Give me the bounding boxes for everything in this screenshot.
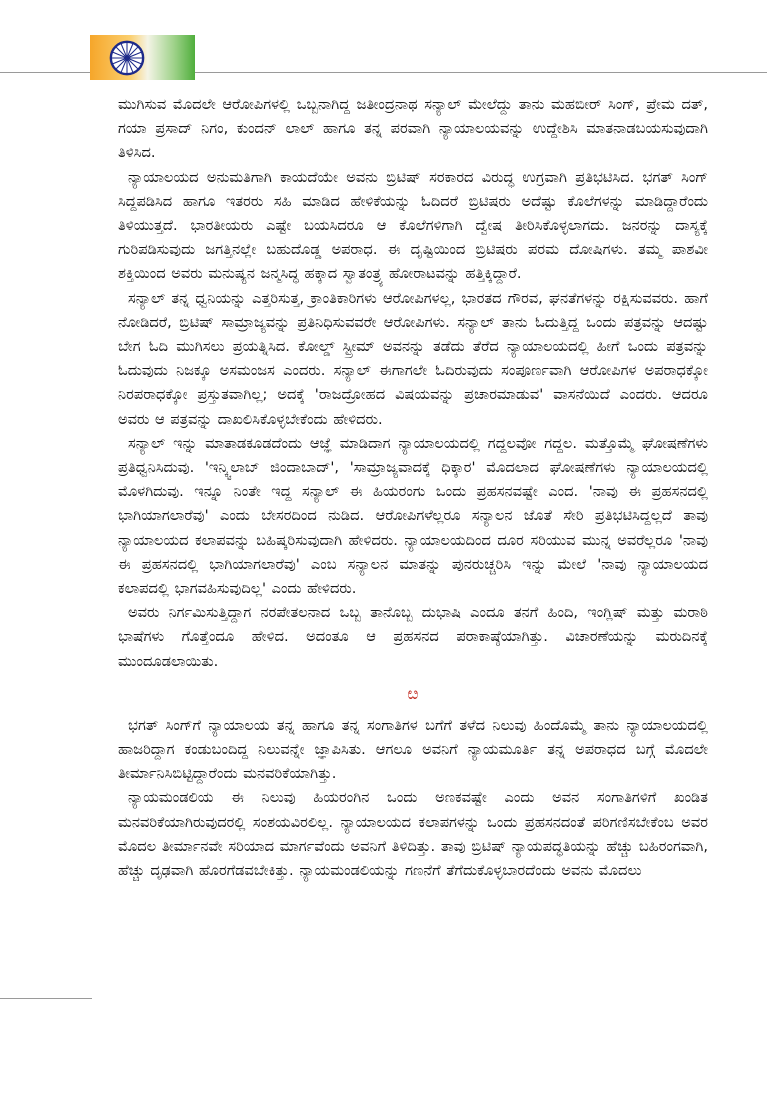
paragraph-6: ಭಗತ್ ಸಿಂಗ್‌ಗೆ ನ್ಯಾಯಾಲಯ ತನ್ನ ಹಾಗೂ ತನ್ನ ಸಂಗಾತಿಗಳ ಬಗೆಗೆ ತಳೆದ ನಿಲುವು ಹಿಂದೊಮ್ಮೆ ತಾನು ನ್ಯಾಯಾಲಯದಲ್ಲಿ ಹಾಜರಿದ್ದಾಗ ಕಂಡುಬಂದಿದ್ದ ನಿಲುವನ್ನೇ ಜ್ಞಾಪಿಸಿತು. ಆಗಲೂ ಅವನಿಗೆ ನ್ಯಾಯಮೂರ್ತಿ ತನ್ನ ಅಪರಾಧದ ಬಗ್ಗೆ ಮೊದಲೇ ತೀರ್ಮಾನಿಸಿಬಿಟ್ಟಿದ್ದಾರೆಂದು ಮನವರಿಕೆಯಾಗಿತ್ತು. <box>118 716 708 783</box>
paragraph-2: ನ್ಯಾಯಾಲಯದ ಅನುಮತಿಗಾಗಿ ಕಾಯದೆಯೇ ಅವನು ಬ್ರಿಟಿಷ್ ಸರಕಾರದ ವಿರುದ್ಧ ಉಗ್ರವಾಗಿ ಪ್ರತಿಭಟಿಸಿದ. ಭಗತ್ ಸಿಂಗ್ ಸಿದ್ದಪಡಿಸಿದ ಹಾಗೂ ಇತರರು ಸಹಿ ಮಾಡಿದ ಹೇಳಿಕೆಯನ್ನು ಓದಿದರೆ ಬ್ರಿಟಿಷರು ಅದೆಷ್ಟು ಕೊಲೆಗಳನ್ನು ಮಾಡಿದ್ದಾರೆಂದು ತಿಳಿಯುತ್ತದೆ. ಭಾರತೀಯರು ಎಷ್ಟೇ ಬಯಸಿದರೂ ಆ ಕೊಲೆಗಳಿಗಾಗಿ ದ್ವೇಷ ತೀರಿಸಿಕೊಳ್ಳಲಾಗದು. ಜನರನ್ನು ದಾಸ್ಯಕ್ಕೆ ಗುರಿಪಡಿಸುವುದು ಜಗತ್ತಿನಲ್ಲೇ ಬಹುದೊಡ್ಡ ಅಪರಾಧ. ಈ ದೃಷ್ಟಿಯಿಂದ ಬ್ರಿಟಿಷರು ಪರಮ ದೋಷಿಗಳು. ತಮ್ಮ ಪಾಶವೀ ಶಕ್ತಿಯಿಂದ ಅವರು ಮನುಷ್ಯನ ಜನ್ಮಸಿದ್ಧ ಹಕ್ಕಾದ ಸ್ವಾತಂತ್ರ್ಯ ಹೋರಾಟವನ್ನು ಹತ್ತಿಕ್ಕಿದ್ದಾರೆ. <box>118 168 708 283</box>
footer-side-rule <box>0 998 92 999</box>
paragraph-7: ನ್ಯಾಯಮಂಡಲಿಯ ಈ ನಿಲುವು ಹಿಯರಂಗಿನ ಒಂದು ಅಣಕವಷ್ಟೇ ಎಂದು ಅವನ ಸಂಗಾತಿಗಳಿಗೆ ಖಂಡಿತ ಮನವರಿಕೆಯಾಗಿರುವುದರಲ್ಲಿ ಸಂಶಯವಿರಲಿಲ್ಲ. ನ್ಯಾಯಾಲಯದ ಕಲಾಪಗಳನ್ನು ಒಂದು ಪ್ರಹಸನದಂತೆ ಪರಿಗಣಿಸಬೇಕೆಂಬ ಅವರ ಮೊದಲ ತೀರ್ಮಾನವೇ ಸರಿಯಾದ ಮಾರ್ಗವೆಂದು ಅವನಿಗೆ ತಿಳಿದಿತ್ತು. ತಾವು ಬ್ರಿಟಿಷ್ ನ್ಯಾಯಪದ್ಧತಿಯನ್ನು ಹೆಚ್ಚು ಬಹಿರಂಗವಾಗಿ, ಹೆಚ್ಚು ದೃಢವಾಗಿ ಹೊರಗೆಡವಬೇಕಿತ್ತು. ನ್ಯಾಯಮಂಡಲಿಯನ್ನು ಗಣನೆಗೆ ತೆಗೆದುಕೊಳ್ಳಬಾರದೆಂದು ಅವನು ಮೊದಲು <box>118 789 708 880</box>
paragraph-3: ಸನ್ಯಾಲ್ ತನ್ನ ಧ್ವನಿಯನ್ನು ಎತ್ತರಿಸುತ್ತ, ಕ್ರಾಂತಿಕಾರಿಗಳು ಆರೋಪಿಗಳಲ್ಲ, ಭಾರತದ ಗೌರವ, ಘನತೆಗಳನ್ನು ರಕ್ಷಿಸುವವರು. ಹಾಗೆ ನೋಡಿದರೆ, ಬ್ರಿಟಿಷ್ ಸಾಮ್ರಾಜ್ಯವನ್ನು ಪ್ರತಿನಿಧಿಸುವವರೇ ಆರೋಪಿಗಳು. ಸನ್ಯಾಲ್ ತಾನು ಓದುತ್ತಿದ್ದ ಒಂದು ಪತ್ರವನ್ನು ಆದಷ್ಟು ಬೇಗ ಓದಿ ಮುಗಿಸಲು ಪ್ರಯತ್ನಿಸಿದ. ಕೋಲ್ಡ್ ಸ್ಟ್ರೀಮ್ ಅವನನ್ನು ತಡೆದು ತೆರೆದ ನ್ಯಾಯಾಲಯದಲ್ಲಿ ಹೀಗೆ ಒಂದು ಪತ್ರವನ್ನು ಓದುವುದು ನಿಜಕ್ಕೂ ಅಸಮಂಜಸ ಎಂದರು. ಸನ್ಯಾಲ್ ಈಗಾಗಲೇ ಓದಿರುವುದು ಸಂಪೂರ್ಣವಾಗಿ ಆರೋಪಿಗಳ ಅಪರಾಧಕ್ಕೋ ನಿರಪರಾಧಕ್ಕೋ ಪ್ರಸ್ತುತವಾಗಿಲ್ಲ; ಅದಕ್ಕೆ 'ರಾಜದ್ರೋಹದ ವಿಷಯವನ್ನು ಪ್ರಚಾರಮಾಡುವ' ವಾಸನೆಯಿದೆ ಎಂದರು. ಆದರೂ ಅವರು ಆ ಪತ್ರವನ್ನು ದಾಖಲಿಸಿಕೊಳ್ಳಬೇಕೆಂದು ಹೇಳಿದರು. <box>118 289 708 428</box>
paragraph-4: ಸನ್ಯಾಲ್ ಇನ್ನು ಮಾತಾಡಕೂಡದೆಂದು ಆಜ್ಞೆ ಮಾಡಿದಾಗ ನ್ಯಾಯಾಲಯದಲ್ಲಿ ಗದ್ದಲವೋ ಗದ್ದಲ. ಮತ್ತೊಮ್ಮೆ ಘೋಷಣೆಗಳು ಪ್ರತಿಧ್ವನಿಸಿದುವು. 'ಇನ್ಕ್ವಿಲಾಬ್ ಜಿಂದಾಬಾದ್', 'ಸಾಮ್ರಾಜ್ಯವಾದಕ್ಕೆ ಧಿಕ್ಕಾರ' ಮೊದಲಾದ ಘೋಷಣೆಗಳು ನ್ಯಾಯಾಲಯದಲ್ಲಿ ಮೊಳಗಿದುವು. ಇನ್ನೂ ನಿಂತೇ ಇದ್ದ ಸನ್ಯಾಲ್ ಈ ಹಿಯರಂಗು ಒಂದು ಪ್ರಹಸನವಷ್ಟೇ ಎಂದ. 'ನಾವು ಈ ಪ್ರಹಸನದಲ್ಲಿ ಭಾಗಿಯಾಗಲಾರೆವು' ಎಂದು ಬೇಸರದಿಂದ ನುಡಿದ. ಆರೋಪಿಗಳೆಲ್ಲರೂ ಸನ್ಯಾಲನ ಜೊತೆ ಸೇರಿ ಪ್ರತಿಭಟಿಸಿದ್ದಲ್ಲದೆ ತಾವು ನ್ಯಾಯಾಲಯದ ಕಲಾಪವನ್ನು ಬಹಿಷ್ಕರಿಸುವುದಾಗಿ ಹೇಳಿದರು. ನ್ಯಾಯಾಲಯದಿಂದ ದೂರ ಸರಿಯುವ ಮುನ್ನ ಅವರೆಲ್ಲರೂ 'ನಾವು ಈ ಪ್ರಹಸನದಲ್ಲಿ ಭಾಗಿಯಾಗಲಾರೆವು' ಎಂಬ ಸನ್ಯಾಲನ ಮಾತನ್ನು ಪುನರುಚ್ಚರಿಸಿ ಇನ್ನು ಮೇಲೆ 'ನಾವು ನ್ಯಾಯಾಲಯದ ಕಲಾಪದಲ್ಲಿ ಭಾಗವಹಿಸುವುದಿಲ್ಲ' ಎಂದು ಹೇಳಿದರು. <box>118 434 708 598</box>
page-body <box>118 93 708 883</box>
tricolor-banner <box>90 35 195 80</box>
paragraph-1: ಮುಗಿಸುವ ಮೊದಲೇ ಆರೋಪಿಗಳಲ್ಲಿ ಒಬ್ಬನಾಗಿದ್ದ ಜತೀಂದ್ರನಾಥ ಸನ್ಯಾಲ್ ಮೇಲೆದ್ದು ತಾನು ಮಹಬೀರ್ ಸಿಂಗ್, ಪ್ರೇಮ ದತ್, ಗಯಾ ಪ್ರಸಾದ್ ನಿಗಂ, ಕುಂದನ್ ಲಾಲ್ ಹಾಗೂ ತನ್ನ ಪರವಾಗಿ ನ್ಯಾಯಾಲಯವನ್ನು ಉದ್ದೇಶಿಸಿ ಮಾತನಾಡಬಯಸುವುದಾಗಿ ತಿಳಿಸಿದ. <box>118 96 708 162</box>
ashoka-chakra-icon <box>108 39 146 77</box>
section-separator-ornament: ೞ <box>407 683 419 704</box>
paragraph-5: ಅವರು ನಿರ್ಗಮಿಸುತ್ತಿದ್ದಾಗ ನರಪೇತಲನಾದ ಒಬ್ಬ ತಾನೊಬ್ಬ ದುಭಾಷಿ ಎಂದೂ ತನಗೆ ಹಿಂದಿ, ಇಂಗ್ಲಿಷ್ ಮತ್ತು ಮರಾಠಿ ಭಾಷೆಗಳು ಗೊತ್ತೆಂದೂ ಹೇಳಿದ. ಅದಂತೂ ಆ ಪ್ರಹಸನದ ಪರಾಕಾಷ್ಠೆಯಾಗಿತ್ತು. ವಿಚಾರಣೆಯನ್ನು ಮರುದಿನಕ್ಕೆ ಮುಂದೂಡಲಾಯಿತು. <box>118 604 708 670</box>
